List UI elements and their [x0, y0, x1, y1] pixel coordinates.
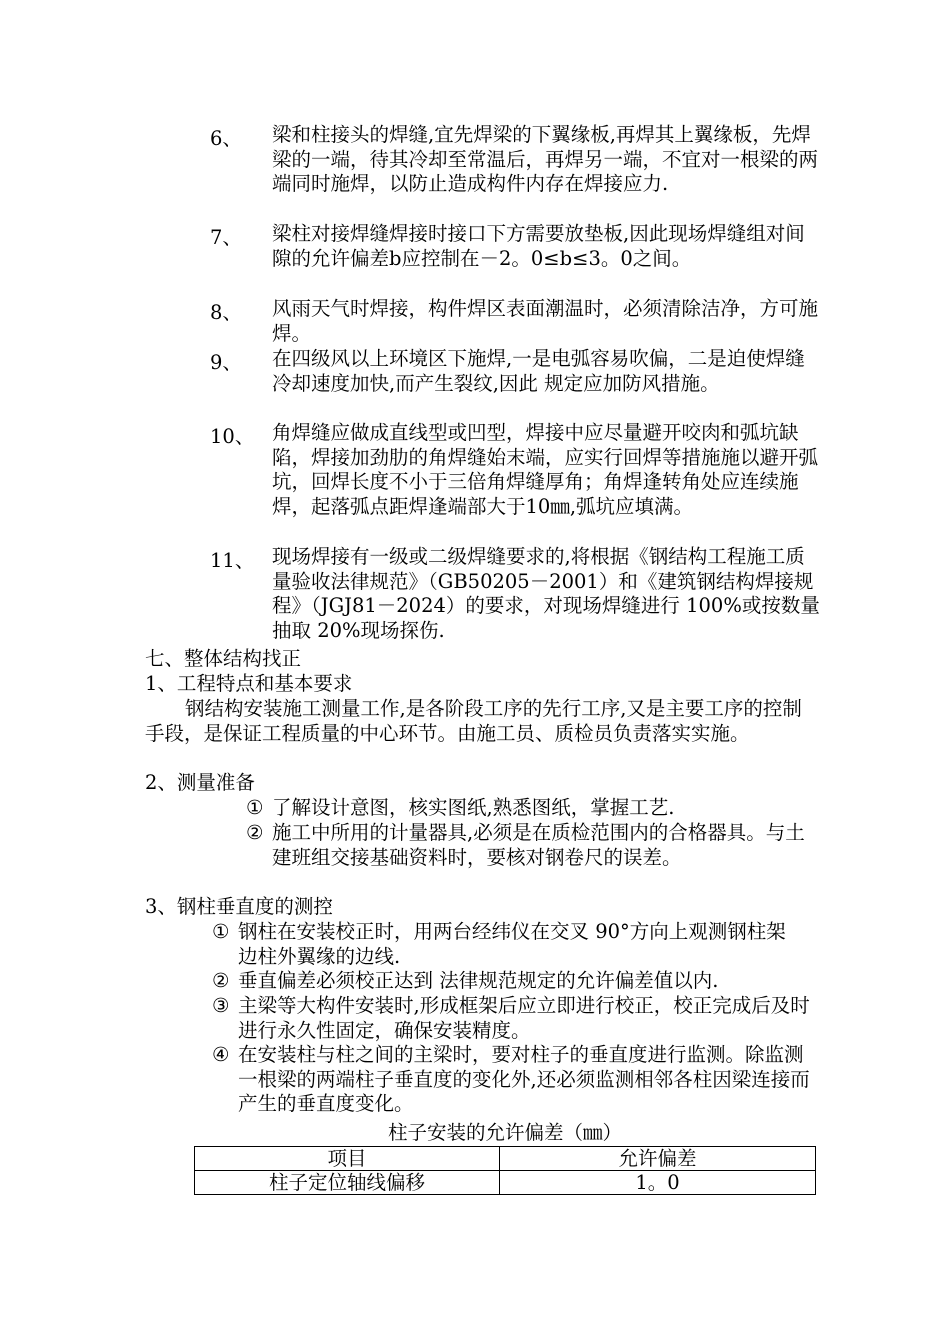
subsection-1-paragraph: 钢结构安装施工测量工作,是各阶段工序的先行工序,又是主要工序的控制手段，是保证工程质量的中心环节。由施工员、质检员负责落实实施。	[145, 697, 802, 745]
item-number: 9、	[210, 351, 242, 374]
item-number: 10、	[210, 425, 255, 448]
table-caption: 柱子安装的允许偏差（㎜）	[387, 1121, 622, 1144]
table-cell: 1。0	[500, 1171, 816, 1195]
circled-number: ①	[246, 796, 264, 819]
table-cell: 柱子定位轴线偏移	[195, 1171, 500, 1195]
circled-number: ④	[212, 1043, 230, 1066]
item-text: 了解设计意图，核实图纸,熟悉图纸，掌握工艺.	[272, 796, 675, 819]
table-header-cell: 项目	[195, 1147, 500, 1171]
verticality-item-1	[212, 920, 797, 969]
table-header-cell: 允许偏差	[500, 1147, 816, 1171]
measure-prep-item-2	[246, 821, 806, 870]
item-text: 风雨天气时焊接，构件焊区表面潮温时，必须清除洁净，方可施焊。	[272, 297, 819, 345]
table-header-row	[195, 1147, 816, 1171]
list-item-10	[210, 421, 820, 519]
circled-number: ②	[246, 821, 264, 844]
item-text: 现场焊接有一级或二级焊缝要求的,将根据《钢结构工程施工质量验收法律规范》（GB50205－2001）和《建筑钢结构焊接规程》（JGJ81－2024）的要求，对现场焊缝进行 100%或按数量抽取 20%现场探伤.	[272, 545, 820, 642]
verticality-item-2	[212, 969, 812, 994]
subsection-2-title: 2、测量准备	[145, 771, 255, 794]
item-text: 施工中所用的计量器具,必须是在质检范围内的合格器具。与土建班组交接基础资料时，要核对钢卷尺的误差。	[272, 821, 805, 869]
verticality-item-3	[212, 994, 812, 1043]
subsection-3-title: 3、钢柱垂直度的测控	[145, 895, 333, 918]
item-number: 8、	[210, 301, 242, 324]
list-item-8	[210, 297, 820, 346]
item-text: 垂直偏差必须校正达到 法律规范规定的允许偏差值以内.	[238, 969, 719, 992]
list-item-6	[210, 123, 820, 197]
subsection-1-title: 1、工程特点和基本要求	[145, 672, 353, 695]
item-text: 在四级风以上环境区下施焊,一是电弧容易吹偏，二是迫使焊缝冷却速度加快,而产生裂纹,因此 规定应加防风措施。	[272, 347, 805, 395]
tolerance-table	[194, 1146, 816, 1195]
item-text: 主梁等大构件安装时,形成框架后应立即进行校正，校正完成后及时进行永久性固定，确保安装精度。	[238, 994, 810, 1042]
item-text: 梁柱对接焊缝焊接时接口下方需要放垫板,因此现场焊缝组对间隙的允许偏差b应控制在－2。0≤b≤3。0之间。	[272, 222, 805, 270]
item-number: 11、	[210, 549, 255, 572]
circled-number: ②	[212, 969, 230, 992]
list-item-11	[210, 545, 820, 643]
item-text: 在安装柱与柱之间的主梁时，要对柱子的垂直度进行监测。除监测一根梁的两端柱子垂直度的变化外,还必须监测相邻各柱因梁连接而产生的垂直度变化。	[238, 1043, 810, 1115]
item-text: 钢柱在安装校正时，用两台经纬仪在交叉 90°方向上观测钢柱架边柱外翼缘的边线.	[238, 920, 786, 968]
measure-prep-item-1	[246, 796, 816, 821]
section-7-title: 七、整体结构找正	[145, 647, 302, 670]
list-item-7	[210, 222, 820, 271]
item-text: 梁和柱接头的焊缝,宜先焊梁的下翼缘板,再焊其上翼缘板，先焊梁的一端，待其冷却至常温后，再焊另一端，不宜对一根梁的两端同时施焊，以防止造成构件内存在焊接应力.	[272, 123, 819, 195]
circled-number: ③	[212, 994, 230, 1017]
item-number: 6、	[210, 127, 242, 150]
item-text: 角焊缝应做成直线型或凹型，焊接中应尽量避开咬肉和弧坑缺陷，焊接加劲肋的角焊缝始末端，应实行回焊等措施施以避开弧坑，回焊长度不小于三倍角焊缝厚角；角焊逢转角处应连续施焊，起落弧点距焊逢端部大于10㎜,弧坑应填满。	[272, 421, 819, 518]
item-number: 7、	[210, 226, 242, 249]
verticality-item-4	[212, 1043, 822, 1117]
list-item-9	[210, 347, 820, 396]
circled-number: ①	[212, 920, 230, 943]
table-row	[195, 1171, 816, 1195]
